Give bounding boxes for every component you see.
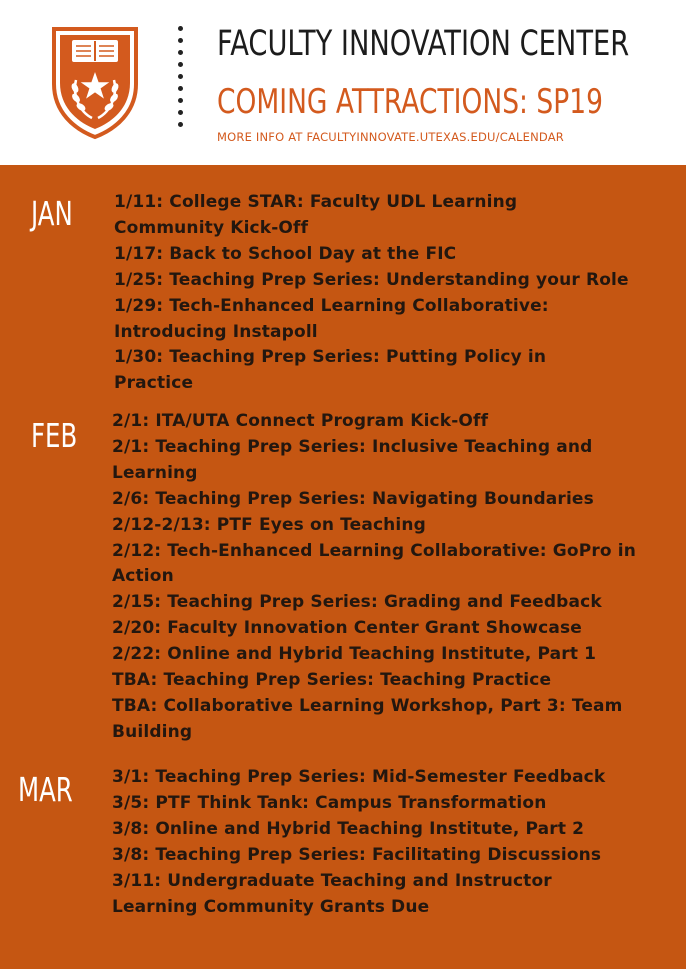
event-item: 3/11: Undergraduate Teaching and Instructor Learning Community Grants Due — [112, 870, 552, 917]
event-item: 1/17: Back to School Day at the FIC — [114, 243, 457, 264]
event-item: 1/11: College STAR: Faculty UDL Learning Community Kick-Off — [114, 192, 518, 238]
event-item: 2/20: Faculty Innovation Center Grant Showcase — [112, 618, 582, 639]
event-item: 2/1: ITA/UTA Connect Program Kick-Off — [112, 411, 489, 431]
event-item: 2/6: Teaching Prep Series: Navigating Boundaries — [112, 488, 594, 509]
event-list-feb — [112, 409, 672, 746]
page-subtitle: COMING ATTRACTIONS: SP19 — [217, 82, 603, 122]
event-item: 3/1: Teaching Prep Series: Mid-Semester Feedback — [112, 767, 606, 787]
event-item: 1/30: Teaching Prep Series: Putting Policy in Practice — [114, 347, 547, 394]
event-item: 2/15: Teaching Prep Series: Grading and Feedback — [112, 592, 602, 613]
event-item: 2/12: Tech-Enhanced Learning Collaborative: GoPro in Action — [112, 540, 637, 587]
month-label-feb: FEB — [31, 416, 78, 455]
month-label-jan: JAN — [31, 194, 73, 233]
event-list-jan — [114, 190, 670, 397]
event-item: 1/29: Tech-Enhanced Learning Collaborative: Introducing Instapoll — [114, 295, 549, 342]
event-item: 3/8: Teaching Prep Series: Facilitating Discussions — [112, 844, 602, 865]
event-list-mar — [112, 765, 672, 920]
header — [0, 0, 686, 165]
event-item: 3/8: Online and Hybrid Teaching Institute, Part 2 — [112, 818, 585, 839]
dotted-divider — [175, 26, 185, 128]
more-info-link[interactable]: MORE INFO AT FACULTYINNOVATE.UTEXAS.EDU/CALENDAR — [217, 130, 565, 144]
event-item: 2/1: Teaching Prep Series: Inclusive Teaching and Learning — [112, 436, 593, 483]
event-item: 2/12-2/13: PTF Eyes on Teaching — [112, 514, 426, 535]
page-title: FACULTY INNOVATION CENTER — [217, 24, 630, 64]
event-item: 3/5: PTF Think Tank: Campus Transformation — [112, 792, 547, 813]
event-item: TBA: Collaborative Learning Workshop, Part 3: Team Building — [112, 695, 623, 742]
events-panel — [0, 165, 686, 969]
ut-shield-logo-icon — [50, 26, 140, 140]
event-item: 2/22: Online and Hybrid Teaching Institute, Part 1 — [112, 644, 597, 665]
month-label-mar: MAR — [18, 770, 73, 809]
event-item: 1/25: Teaching Prep Series: Understanding your Role — [114, 269, 629, 290]
event-item: TBA: Teaching Prep Series: Teaching Practice — [112, 670, 552, 691]
